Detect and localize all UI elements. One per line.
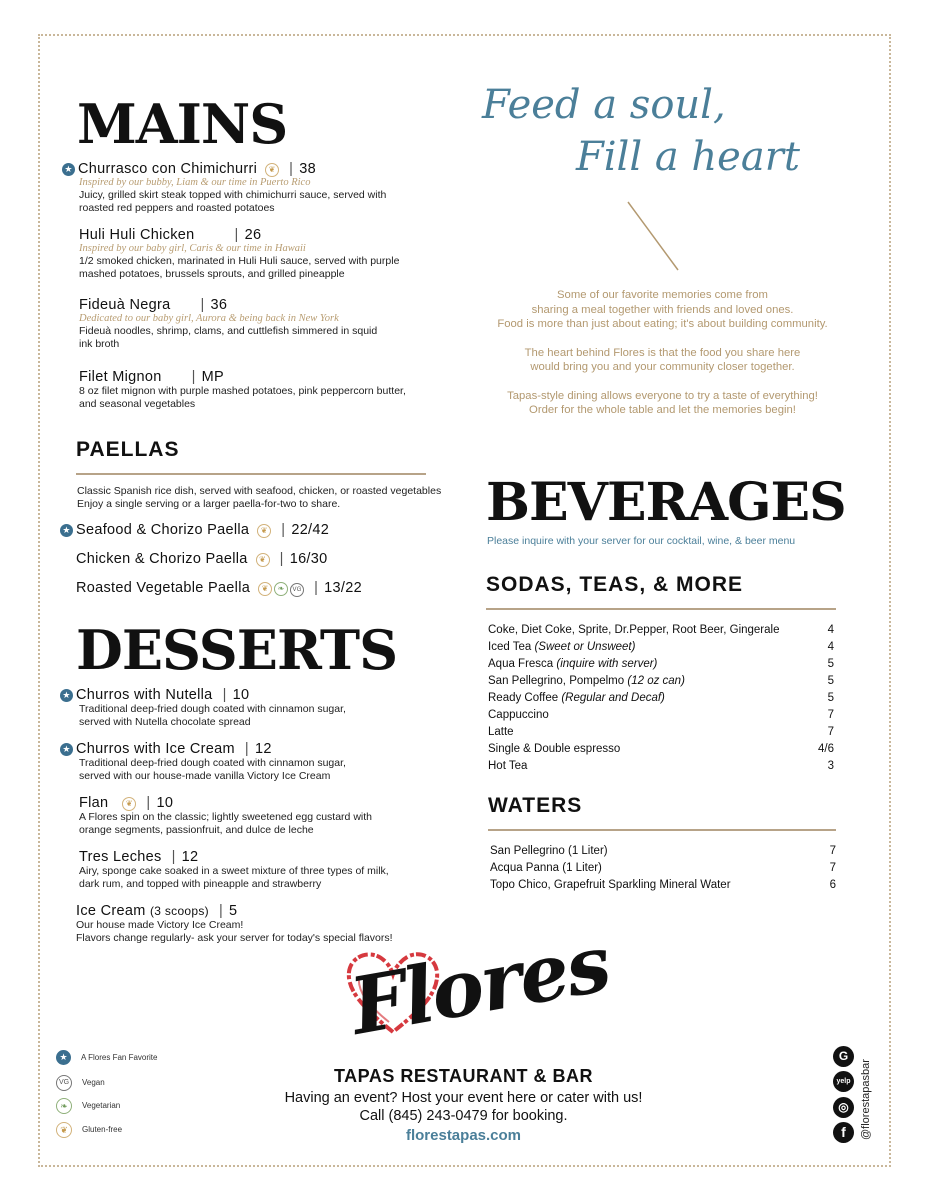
item-price: 16/30: [289, 551, 328, 567]
beverage-name: [488, 758, 527, 775]
paella-item-chicken: Chicken & Chorizo Paella ❦ | 16/30: [76, 551, 328, 567]
fan-favorite-icon: ★: [56, 1050, 71, 1065]
item-price: 12: [254, 741, 272, 757]
legend-gluten-free: [56, 1121, 122, 1139]
gluten-free-icon: ❦: [56, 1122, 72, 1138]
beverage-price: 5: [827, 692, 834, 704]
item-price: 5: [229, 903, 238, 919]
beverage-name-text: Aqua Fresca: [488, 658, 554, 670]
beverage-price: 7: [827, 726, 834, 738]
beverage-name: [488, 741, 620, 758]
beverages-title: BEVERAGES: [486, 472, 846, 533]
intro-line: Food is more than just about eating; it's about building community.: [497, 318, 828, 330]
item-description: Airy, sponge cake soaked in a sweet mixture of three types of milk, dark rum, and topped with pineapple and strawberry: [79, 865, 389, 890]
google-icon[interactable]: G: [833, 1046, 854, 1067]
soda-row: [488, 639, 834, 656]
beverage-price: 3: [827, 760, 834, 772]
beverage-name-text: Ready Coffee: [488, 692, 559, 704]
beverage-name-text: Hot Tea: [488, 760, 528, 772]
paellas-desc-line: Enjoy a single serving or a larger paella-for-two to share.: [77, 497, 341, 510]
legend-label: Vegan: [82, 1078, 105, 1087]
soda-row: [488, 673, 834, 690]
legend-label: Gluten-free: [82, 1125, 123, 1134]
menu-item-fideua: Fideuà Negra | 36 Dedicated to our baby girl, Aurora & being back in New York Fideuà noodles, shrimp, clams, and cuttlefish simmered in squid ink broth: [79, 297, 424, 350]
vegetarian-icon: ❧: [274, 582, 288, 596]
dessert-item-churros-ice-cream: ★ Churros with Ice Cream | 12 Traditional deep-fried dough coated with cinnamon sugar, served with our house-made vanilla Victory Ice Cream: [60, 741, 420, 782]
beverage-name: [488, 707, 549, 724]
beverage-price: 4/6: [818, 743, 834, 755]
item-description: 8 oz filet mignon with purple mashed potatoes, pink peppercorn butter, and seasonal vegetables: [79, 385, 406, 410]
item-name: Ice Cream: [76, 903, 146, 919]
beverage-price: 4: [827, 641, 834, 653]
item-price: 12: [181, 849, 199, 865]
beverage-price: 5: [827, 675, 834, 687]
item-description: Traditional deep-fried dough coated with cinnamon sugar, served with our house-made vanilla Victory Ice Cream: [79, 757, 346, 782]
gluten-free-icon: ❦: [258, 582, 272, 596]
gluten-free-icon: ❦: [265, 163, 279, 177]
water-row: [490, 843, 836, 860]
intro-line: The heart behind Flores is that the food you share here: [524, 346, 801, 359]
menu-item-huli-huli: Huli Huli Chicken | 26 Inspired by our baby girl, Caris & our time in Hawaii 1/2 smoked chicken, marinated in Huli Huli sauce, served with purple mashed potatoes, brussels sprouts, and grilled pineapple: [79, 227, 424, 280]
beverage-name-text: Latte: [488, 726, 514, 738]
flores-logo-text: Flores: [344, 918, 616, 1053]
item-price: 26: [244, 227, 262, 243]
beverages-note: Please inquire with your server for our cocktail, wine, & beer menu: [487, 535, 796, 547]
yelp-icon[interactable]: yelp: [833, 1071, 854, 1092]
item-description: Traditional deep-fried dough coated with cinnamon sugar, served with Nutella chocolate spread: [79, 703, 346, 728]
beverage-name: [488, 656, 657, 673]
social-handle: @florestapasbar: [860, 1059, 872, 1140]
fan-favorite-icon: ★: [60, 743, 73, 756]
beverage-name: [488, 673, 685, 690]
facebook-icon[interactable]: f: [833, 1122, 854, 1143]
item-description: Juicy, grilled skirt steak topped with chimichurri sauce, served with roasted red peppers and roasted potatoes: [79, 189, 387, 214]
menu-item-filet-mignon: Filet Mignon | MP 8 oz filet mignon with purple mashed potatoes, pink peppercorn butter, and seasonal vegetables: [79, 369, 424, 410]
beverage-price: 7: [829, 845, 836, 857]
legend-favorite: [56, 1049, 157, 1067]
fan-favorite-icon: ★: [60, 524, 73, 537]
item-name: Churros with Ice Cream: [76, 741, 235, 757]
item-price: 38: [299, 161, 316, 177]
item-tagline: Inspired by our baby girl, Caris & our time in Hawaii: [79, 243, 306, 254]
beverage-note: (Regular and Decaf): [561, 692, 665, 704]
desserts-title: DESSERTS: [76, 618, 398, 682]
item-name: Churrasco con Chimichurri: [78, 161, 258, 177]
decorative-line: [620, 196, 690, 276]
beverage-note: (inquire with server): [556, 658, 658, 670]
sodas-rule: [486, 608, 836, 610]
intro-line: Some of our favorite memories come from: [557, 289, 768, 301]
fan-favorite-icon: ★: [60, 689, 73, 702]
beverage-name: [488, 690, 665, 707]
beverage-name: [488, 724, 514, 741]
gluten-free-icon: ❦: [257, 524, 271, 538]
footer-event-line: Having an event? Host your event here or cater with us!: [284, 1090, 643, 1106]
legend-vegetarian: [56, 1097, 120, 1115]
website-link[interactable]: florestapas.com: [405, 1127, 522, 1144]
slogan-line-2: Fill a heart: [576, 134, 800, 180]
item-name: Filet Mignon: [79, 369, 162, 385]
dessert-item-flan: Flan ❦ | 10 A Flores spin on the classic; lightly sweetened egg custard with orange segments, passionfruit, and dulce de leche: [79, 795, 424, 836]
item-name: Chicken & Chorizo Paella: [76, 551, 248, 567]
item-name: Huli Huli Chicken: [79, 227, 195, 243]
dessert-item-ice-cream: Ice Cream (3 scoops) | 5 Our house made Victory Ice Cream! Flavors change regularly- ask your server for today's special flavors!: [76, 903, 436, 944]
intro-line: would bring you and your community closer together.: [530, 361, 795, 373]
item-price: 36: [210, 297, 228, 313]
vegan-icon: VG: [56, 1075, 72, 1091]
beverage-name-text: Coke, Diet Coke, Sprite, Dr.Pepper, Root Beer, Gingerale: [488, 624, 780, 636]
legend-label: A Flores Fan Favorite: [81, 1053, 158, 1062]
footer-subtitle: TAPAS RESTAURANT & BAR: [334, 1066, 593, 1086]
soda-row: [488, 690, 834, 707]
beverage-note: (Sweet or Unsweet): [534, 641, 636, 653]
item-description: Fideuà noodles, shrimp, clams, and cuttlefish simmered in squid ink broth: [79, 325, 378, 350]
item-price: MP: [201, 369, 225, 385]
beverage-name: San Pellegrino (1 Liter): [490, 845, 608, 857]
item-description: 1/2 smoked chicken, marinated in Huli Huli sauce, served with purple mashed potatoes, brussels sprouts, and grilled pineapple: [79, 255, 400, 280]
soda-row: [488, 622, 834, 639]
beverage-name-text: Single & Double espresso: [488, 743, 621, 755]
intro-line: sharing a meal together with friends and loved ones.: [531, 303, 794, 316]
beverage-price: 6: [829, 879, 836, 891]
item-name: Churros with Nutella: [76, 687, 213, 703]
item-price: 13/22: [324, 580, 362, 596]
water-row: [490, 877, 836, 894]
beverage-name-text: San Pellegrino, Pompelmo: [488, 675, 625, 687]
beverage-price: 7: [829, 862, 836, 874]
intro-line: Tapas-style dining allows everyone to try a taste of everything!: [507, 389, 818, 402]
gluten-free-icon: ❦: [256, 553, 270, 567]
gluten-free-icon: ❦: [122, 797, 136, 811]
item-tagline: Inspired by our bubby, Liam & our time in Puerto Rico: [79, 177, 311, 188]
paellas-title: PAELLAS: [76, 438, 180, 461]
vegan-icon: VG: [290, 583, 304, 597]
waters-rule: [488, 829, 836, 831]
soda-row: [488, 656, 834, 673]
waters-title: WATERS: [488, 794, 583, 817]
menu-item-churrasco: ★ Churrasco con Chimichurri ❦ | 38 Inspired by our bubby, Liam & our time in Puerto Rico Juicy, grilled skirt steak topped with chimichurri sauce, served with roasted red peppers and roasted potatoes: [62, 161, 422, 214]
item-price: 22/42: [291, 522, 330, 538]
fan-favorite-icon: ★: [62, 163, 75, 176]
paellas-description: [77, 485, 477, 510]
mains-title: MAINS: [77, 92, 288, 156]
item-name: Roasted Vegetable Paella: [76, 580, 251, 596]
paellas-desc-line: Classic Spanish rice dish, served with seafood, chicken, or roasted vegetables: [77, 485, 442, 497]
beverage-name: [488, 622, 779, 639]
item-name: Tres Leches: [79, 849, 162, 865]
item-price: 10: [232, 687, 250, 703]
item-description: Our house made Victory Ice Cream!: [76, 919, 244, 931]
soda-row: [488, 758, 834, 775]
beverage-name-text: Iced Tea: [488, 641, 532, 653]
dessert-item-tres-leches: Tres Leches | 12 Airy, sponge cake soaked in a sweet mixture of three types of milk, dark rum, and topped with pineapple and strawberry: [79, 849, 389, 890]
soda-row: [488, 724, 834, 741]
dessert-item-churros-nutella: ★ Churros with Nutella | 10 Traditional deep-fried dough coated with cinnamon sugar, served with Nutella chocolate spread: [60, 687, 420, 728]
item-name-suffix: (3 scoops): [149, 904, 209, 918]
vegetarian-icon: ❧: [56, 1098, 72, 1114]
slogan-line-1: Feed a soul,: [482, 82, 726, 128]
beverage-note: (12 oz can): [627, 675, 685, 687]
item-price: 10: [156, 795, 174, 811]
water-row: [490, 860, 836, 877]
legend-vegan: [56, 1074, 105, 1092]
intro-text: [455, 288, 870, 418]
beverage-name: Topo Chico, Grapefruit Sparkling Mineral Water: [490, 879, 731, 891]
beverage-price: 7: [827, 709, 834, 721]
legend-label: Vegetarian: [82, 1101, 121, 1110]
item-description: A Flores spin on the classic; lightly sweetened egg custard with orange segments, passionfruit, and dulce de leche: [79, 811, 372, 836]
item-name: Fideuà Negra: [79, 297, 171, 313]
beverage-price: 5: [827, 658, 834, 670]
paella-item-seafood: ★ Seafood & Chorizo Paella ❦ | 22/42: [60, 522, 329, 538]
item-description: Flavors change regularly- ask your server for today's special flavors!: [76, 931, 393, 944]
beverage-name-text: Cappuccino: [488, 709, 549, 721]
soda-row: [488, 741, 834, 758]
beverage-name: Acqua Panna (1 Liter): [490, 862, 602, 874]
item-tagline: Dedicated to our baby girl, Aurora & being back in New York: [79, 313, 339, 324]
item-name: Seafood & Chorizo Paella: [76, 522, 250, 538]
paella-item-vegetable: Roasted Vegetable Paella ❦ ❧ VG | 13/22: [76, 580, 362, 596]
item-name: Flan: [79, 795, 109, 811]
instagram-icon[interactable]: ◎: [833, 1097, 854, 1118]
soda-row: [488, 707, 834, 724]
paellas-rule: [76, 473, 426, 475]
footer-booking-line: Call (845) 243-0479 for booking.: [359, 1108, 568, 1124]
sodas-title: SODAS, TEAS, & MORE: [486, 573, 744, 596]
beverage-name: [488, 639, 635, 656]
beverage-price: 4: [827, 624, 834, 636]
intro-line: Order for the whole table and let the memories begin!: [529, 404, 796, 416]
